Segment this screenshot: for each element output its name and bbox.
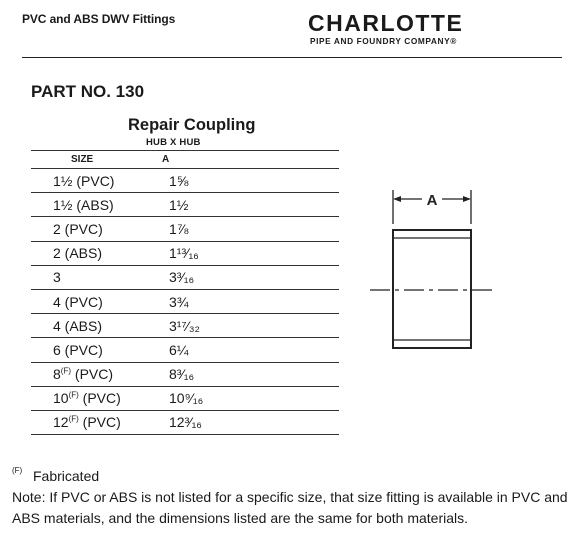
table-title: Repair Coupling xyxy=(128,116,256,134)
size-number: 10 xyxy=(53,390,69,407)
table-row xyxy=(31,241,339,265)
dimension-table xyxy=(31,150,339,435)
size-cell: 6 (PVC) xyxy=(53,341,103,358)
table-row xyxy=(31,386,339,410)
size-cell: 1½ (PVC) xyxy=(53,172,115,189)
dimension-cell: 8³⁄₁₆ xyxy=(169,366,195,383)
size-cell: 4 (PVC) xyxy=(53,293,103,310)
fabricated-mark: (F) xyxy=(68,414,79,424)
size-cell xyxy=(31,390,159,406)
company-logo xyxy=(308,10,570,46)
dimension-cell: 3³⁄₁₆ xyxy=(169,269,195,286)
dimension-cell: 3¹⁷⁄₃₂ xyxy=(169,317,200,334)
table-row xyxy=(31,265,339,289)
table-header-row xyxy=(31,150,339,168)
size-cell: 2 (PVC) xyxy=(53,220,103,237)
size-cell: 1½ (ABS) xyxy=(53,196,114,213)
table-row xyxy=(31,289,339,313)
dimension-cell: 1½ xyxy=(169,196,189,213)
size-cell: 3 xyxy=(53,269,61,286)
logo-subtitle: PIPE AND FOUNDRY COMPANY® xyxy=(310,36,457,46)
dimension-cell: 10⁹⁄₁₆ xyxy=(169,390,204,407)
size-number: 12 xyxy=(53,414,69,431)
footnote-text: Fabricated xyxy=(33,468,100,484)
table-subtitle: HUB X HUB xyxy=(146,137,201,148)
column-header-a: A xyxy=(162,154,170,165)
part-number: PART NO. 130 xyxy=(31,82,145,101)
dimension-cell: 3¾ xyxy=(169,293,189,310)
size-material: (PVC) xyxy=(78,390,121,407)
dimension-cell: 6¼ xyxy=(169,341,189,358)
size-material: (PVC) xyxy=(71,366,114,383)
table-row xyxy=(31,216,339,240)
fabricated-mark: (F) xyxy=(60,366,72,376)
coupling-body xyxy=(393,230,471,348)
coupling-diagram xyxy=(360,180,560,360)
fabricated-mark: (F) xyxy=(68,390,79,400)
column-header-size: SIZE xyxy=(71,154,94,165)
category-title: PVC and ABS DWV Fittings xyxy=(22,12,176,26)
footnote-mark: (F) xyxy=(12,466,23,475)
size-number: 8 xyxy=(53,366,61,383)
table-row xyxy=(31,362,339,386)
arrow-left-icon xyxy=(393,196,401,202)
logo-brand: CHARLOTTE xyxy=(308,10,464,36)
size-cell xyxy=(31,366,159,382)
table-row xyxy=(31,313,339,337)
table-row xyxy=(31,337,339,361)
header-divider xyxy=(22,57,562,58)
dimension-cell: 1⅞ xyxy=(169,220,189,237)
table-row xyxy=(31,168,339,192)
note-text: Note: If PVC or ABS is not listed for a specific size, that size fitting is available in PVC and ABS materials, and the dimensions listed are the same for both materials. xyxy=(12,489,568,526)
dimension-cell: 1¹³⁄₁₆ xyxy=(169,245,199,262)
size-cell xyxy=(31,414,159,430)
dimension-cell: 12³⁄₁₆ xyxy=(169,414,202,431)
size-material: (PVC) xyxy=(78,414,121,431)
table-row xyxy=(31,192,339,216)
size-cell: 4 (ABS) xyxy=(53,317,103,334)
dimension-cell: 1⅝ xyxy=(169,172,189,189)
dimension-label: A xyxy=(426,192,438,209)
table-row xyxy=(31,410,339,435)
arrow-right-icon xyxy=(463,196,471,202)
size-cell: 2 (ABS) xyxy=(53,245,103,262)
